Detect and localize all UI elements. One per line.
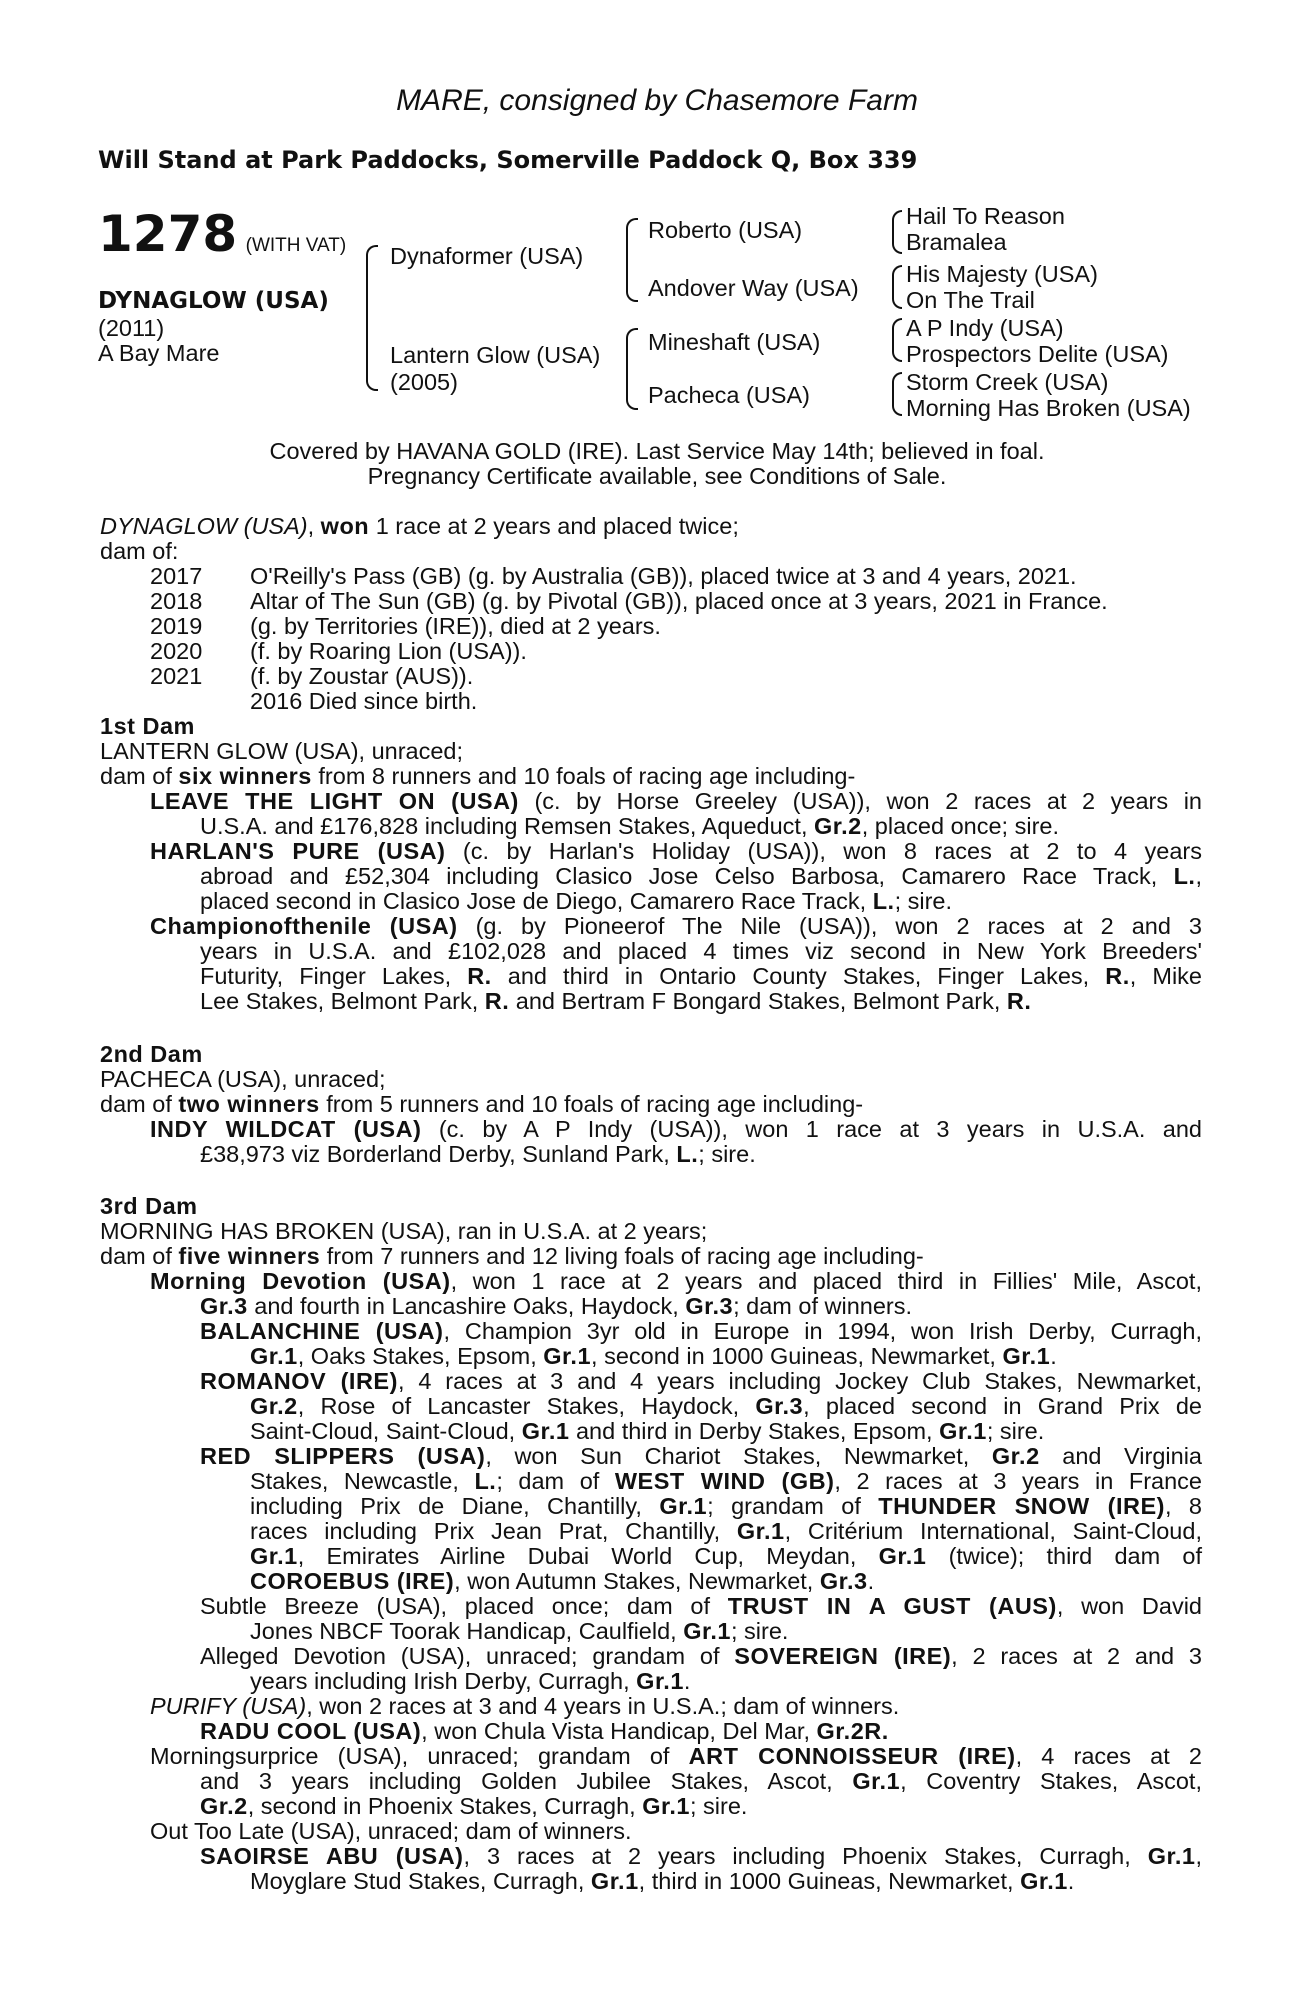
second-dam-line <box>150 1117 1202 1142</box>
text: (c. by A P Indy (USA)), won 1 race at 3 years in U.S.A. and <box>421 1116 1202 1142</box>
first-dam-intro: LANTERN GLOW (USA), unraced; <box>100 738 464 764</box>
text: and Virginia <box>1039 1443 1203 1469</box>
text: from 5 runners and 10 foals of racing age including- <box>319 1091 864 1117</box>
grade: Gr.1 <box>878 1543 927 1569</box>
text: , 8 <box>1164 1493 1202 1519</box>
pedigree-brace-sd <box>892 265 902 309</box>
third-dam-intro: MORNING HAS BROKEN (USA), ran in U.S.A. at 2 years; <box>100 1218 708 1244</box>
text: , Coventry Stakes, Ascot, <box>900 1768 1202 1794</box>
text: , won Sun Chariot Stakes, Newmarket, <box>485 1443 992 1469</box>
pedigree-sss: Hail To Reason <box>906 203 1065 229</box>
text: , Champion 3yr old in Europe in 1994, won Irish Derby, Curragh, <box>443 1318 1202 1344</box>
third-dam-line <box>250 1419 1202 1444</box>
text: Moyglare Stud Stakes, Curragh, <box>250 1868 591 1894</box>
vat-note: (WITH VAT) <box>245 235 347 256</box>
text: , second in Phoenix Stakes, Curragh, <box>247 1793 643 1819</box>
mare-sep: , <box>307 513 321 539</box>
pedigree-dsd: Prospectors Delite (USA) <box>906 341 1169 367</box>
pedigree-dss: A P Indy (USA) <box>906 315 1064 341</box>
mare-record <box>100 514 1202 539</box>
text: dam of <box>100 1243 179 1269</box>
produce-year: 2020 <box>150 638 203 664</box>
third-dam-line <box>200 1719 1202 1744</box>
grade: Gr.3 <box>685 1293 734 1319</box>
third-dam-line <box>200 1769 1202 1794</box>
page-title: MARE, consigned by Chasemore Farm <box>396 84 918 117</box>
text: , 4 races at 3 and 4 years including Jockey Club Stakes, Newmarket, <box>397 1368 1202 1394</box>
third-dam-heading: 3rd Dam <box>100 1193 198 1219</box>
produce-row <box>100 564 1202 589</box>
mare-rest: 1 race at 2 years and placed twice; <box>369 513 739 539</box>
pedigree-brace-main <box>366 245 378 391</box>
grade: Gr.1 <box>939 1418 987 1444</box>
text: placed second in Clasico Jose de Diego, Camarero Race Track, <box>200 888 873 914</box>
text: from 8 runners and 10 foals of racing age including- <box>311 763 856 789</box>
pedigree-dam-sire: Mineshaft (USA) <box>648 329 821 355</box>
text: , placed second in Grand Prix de <box>803 1393 1202 1419</box>
text: (c. by Harlan's Holiday (USA)), won 8 races at 2 to 4 years <box>445 838 1202 864</box>
grade: L. <box>676 1141 699 1167</box>
produce-row <box>100 664 1202 689</box>
horse-name: TRUST IN A GUST (AUS) <box>727 1593 1057 1619</box>
text: , Mike <box>1129 963 1202 989</box>
third-dam-line <box>150 1744 1202 1769</box>
pedigree-brace-sire <box>626 218 638 302</box>
second-dam-intro: PACHECA (USA), unraced; <box>100 1066 386 1092</box>
produce-row <box>100 689 1202 714</box>
text: , <box>1195 863 1202 889</box>
pedigree-dam: Lantern Glow (USA) <box>390 342 601 368</box>
text: ; sire. <box>894 888 953 914</box>
pedigree-sire: Dynaformer (USA) <box>390 243 584 269</box>
first-dam-line <box>200 864 1202 889</box>
second-dam-heading: 2nd Dam <box>100 1041 203 1067</box>
text: £38,973 viz Borderland Derby, Sunland Park, <box>200 1141 677 1167</box>
grade: Gr.3 <box>755 1393 804 1419</box>
text: (twice); third dam of <box>926 1543 1202 1569</box>
third-dam-line <box>250 1519 1202 1544</box>
produce-row <box>100 614 1202 639</box>
text: and fourth in Lancashire Oaks, Haydock, <box>247 1293 686 1319</box>
grade: Gr.1 <box>1020 1868 1068 1894</box>
third-dam-line: Out Too Late (USA), unraced; dam of winners. <box>150 1818 632 1844</box>
grade: Gr.1 <box>250 1543 298 1569</box>
text: , second in 1000 Guineas, Newmarket, <box>591 1343 1003 1369</box>
grade: L. <box>474 1468 497 1494</box>
grade: Gr.1 <box>642 1793 690 1819</box>
grade: Gr.2 <box>250 1393 298 1419</box>
third-dam-line <box>250 1669 1202 1694</box>
winners-count: six winners <box>178 763 312 789</box>
covered-note: Covered by HAVANA GOLD (IRE). Last Service May 14th; believed in foal. <box>269 438 1045 464</box>
produce-text: (f. by Zoustar (AUS)). <box>250 663 474 689</box>
text: , 3 races at 2 years including Phoenix Stakes, Curragh, <box>463 1843 1148 1869</box>
horse-name: ART CONNOISSEUR (IRE) <box>688 1743 1016 1769</box>
third-dam-line <box>150 1694 1202 1719</box>
text: years including Irish Derby, Curragh, <box>250 1668 637 1694</box>
third-dam-line <box>200 1444 1202 1469</box>
grade: Gr.1 <box>1002 1343 1051 1369</box>
grade: Gr.1 <box>736 1518 785 1544</box>
pedigree-brace-dam <box>626 328 638 410</box>
mare-won: won <box>320 513 370 539</box>
grade: Gr.1 <box>590 1868 639 1894</box>
horse-name: COROEBUS (IRE) <box>250 1568 455 1594</box>
grade: Gr.1 <box>659 1493 708 1519</box>
third-dam-line <box>250 1494 1202 1519</box>
text: from 7 runners and 12 living foals of racing age including- <box>320 1243 924 1269</box>
text: including Prix de Diane, Chantilly, <box>250 1493 660 1519</box>
pedigree-ssd: Bramalea <box>906 229 1007 255</box>
grade: Gr.1 <box>636 1668 684 1694</box>
grade: Gr.1 <box>1147 1843 1196 1869</box>
first-dam-line <box>200 814 1202 839</box>
grade: L. <box>872 888 895 914</box>
produce-year: 2021 <box>150 663 203 689</box>
pedigree-sire-sire: Roberto (USA) <box>648 217 803 243</box>
text: , Rose of Lancaster Stakes, Haydock, <box>297 1393 756 1419</box>
lot-number-block <box>98 205 346 263</box>
first-dam-line: years in U.S.A. and £102,028 and placed 4 times viz second in New York Breeders' <box>200 938 1202 964</box>
grade: Gr.2 <box>814 813 862 839</box>
horse-name: SAOIRSE ABU (USA) <box>200 1843 464 1869</box>
stand-location: Will Stand at Park Paddocks, Somerville Paddock Q, Box 339 <box>98 146 918 174</box>
produce-year: 2018 <box>150 588 203 614</box>
grade: Gr.2R. <box>816 1718 889 1744</box>
pedigree-dam-dam: Pacheca (USA) <box>648 382 810 408</box>
horse-description: A Bay Mare <box>98 340 220 366</box>
winners-count: two winners <box>178 1091 320 1117</box>
horse-name: ROMANOV (IRE) <box>200 1368 398 1394</box>
produce-text: 2016 Died since birth. <box>250 688 478 714</box>
grade: R. <box>1105 963 1130 989</box>
pedigree-brace-ss <box>892 210 902 254</box>
grade: Gr.1 <box>683 1618 731 1644</box>
third-dam-line <box>200 1844 1202 1869</box>
pregnancy-note: Pregnancy Certificate available, see Conditions of Sale. <box>367 463 947 489</box>
text: , won 1 race at 2 years and placed third in Fillies' Mile, Ascot, <box>450 1268 1202 1294</box>
grade: Gr.2 <box>991 1443 1040 1469</box>
text: Alleged Devotion (USA), unraced; grandam of <box>200 1643 735 1669</box>
grade: Gr.1 <box>852 1768 901 1794</box>
first-dam-line <box>150 839 1202 864</box>
pedigree-sds: His Majesty (USA) <box>906 261 1098 287</box>
produce-text: Altar of The Sun (GB) (g. by Pivotal (GB)), placed once at 3 years, 2021 in France. <box>250 588 1108 614</box>
grade: Gr.1 <box>521 1418 570 1444</box>
horse-name: DYNAGLOW (USA) <box>98 288 329 314</box>
text: ; dam of winners. <box>733 1293 913 1319</box>
third-dam-summary <box>100 1244 1202 1269</box>
text: , won David <box>1056 1593 1202 1619</box>
first-dam-summary <box>100 764 1202 789</box>
third-dam-line <box>250 1544 1202 1569</box>
text: , Emirates Airline Dubai World Cup, Meydan, <box>297 1543 879 1569</box>
text: ; dam of <box>496 1468 615 1494</box>
horse-name: SOVEREIGN (IRE) <box>734 1643 952 1669</box>
horse-name: RADU COOL (USA) <box>200 1718 422 1744</box>
text: ; sire. <box>986 1418 1045 1444</box>
produce-text: (f. by Roaring Lion (USA)). <box>250 638 527 664</box>
horse-name: INDY WILDCAT (USA) <box>150 1116 422 1142</box>
horse-year: (2011) <box>98 315 165 341</box>
grade: R. <box>1006 988 1032 1014</box>
text: and third in Derby Stakes, Epsom, <box>569 1418 940 1444</box>
text: ; sire. <box>730 1618 789 1644</box>
text: . <box>683 1668 691 1694</box>
grade: Gr.3 <box>200 1293 248 1319</box>
horse-name: THUNDER SNOW (IRE) <box>878 1493 1165 1519</box>
second-dam-line <box>200 1142 1202 1167</box>
text: Saint-Cloud, Saint-Cloud, <box>250 1418 522 1444</box>
text: , won Autumn Stakes, Newmarket, <box>454 1568 820 1594</box>
horse-name: Morning Devotion (USA) <box>150 1268 451 1294</box>
pedigree-sdd: On The Trail <box>906 287 1035 313</box>
first-dam-line <box>200 989 1202 1014</box>
horse-name: Championofthenile (USA) <box>150 913 458 939</box>
text: , Oaks Stakes, Epsom, <box>297 1343 544 1369</box>
first-dam-line <box>200 889 1202 914</box>
produce-text: O'Reilly's Pass (GB) (g. by Australia (GB)), placed twice at 3 and 4 years, 2021. <box>250 563 1077 589</box>
text: and third in Ontario County Stakes, Finger Lakes, <box>491 963 1106 989</box>
text: ; sire. <box>689 1793 748 1819</box>
grade: Gr.2 <box>200 1793 248 1819</box>
text: Morningsurprice (USA), unraced; grandam of <box>150 1743 689 1769</box>
third-dam-line <box>250 1869 1202 1894</box>
text: , 2 races at 2 and 3 <box>951 1643 1202 1669</box>
third-dam-line <box>250 1469 1202 1494</box>
text: (g. by Pioneerof The Nile (USA)), won 2 races at 2 and 3 <box>457 913 1202 939</box>
third-dam-line <box>200 1294 1202 1319</box>
produce-year: 2019 <box>150 613 203 639</box>
horse-name: WEST WIND (GB) <box>614 1468 835 1494</box>
grade: L. <box>1173 863 1196 889</box>
horse-name: HARLAN'S PURE (USA) <box>150 838 446 864</box>
lot-number: 1278 <box>98 205 238 263</box>
mare-name: DYNAGLOW (USA) <box>100 513 308 539</box>
horse-name: BALANCHINE (USA) <box>200 1318 444 1344</box>
text: , won 2 races at 3 and 4 years in U.S.A.; dam of winners. <box>306 1693 900 1719</box>
text: and Bertram F Bongard Stakes, Belmont Park, <box>509 988 1007 1014</box>
text: races including Prix Jean Prat, Chantilly, <box>250 1518 737 1544</box>
text: Jones NBCF Toorak Handicap, Caulfield, <box>250 1618 684 1644</box>
text: Futurity, Finger Lakes, <box>200 963 468 989</box>
grade: Gr.1 <box>250 1343 298 1369</box>
text: . <box>1067 1868 1075 1894</box>
text: , <box>1195 1843 1202 1869</box>
text: dam of <box>100 1091 179 1117</box>
grade: Gr.1 <box>543 1343 592 1369</box>
text: dam of <box>100 763 179 789</box>
third-dam-line <box>200 1594 1202 1619</box>
text: abroad and £52,304 including Clasico Jose Celso Barbosa, Camarero Race Track, <box>200 863 1174 889</box>
first-dam-line <box>150 914 1202 939</box>
text: , placed once; sire. <box>861 813 1059 839</box>
horse-name: LEAVE THE LIGHT ON (USA) <box>150 788 519 814</box>
pedigree-sire-dam: Andover Way (USA) <box>648 275 859 301</box>
first-dam-line <box>200 964 1202 989</box>
text: Lee Stakes, Belmont Park, <box>200 988 485 1014</box>
third-dam-line <box>250 1394 1202 1419</box>
pedigree-brace-dd <box>892 372 902 416</box>
produce-row <box>100 589 1202 614</box>
first-dam-heading: 1st Dam <box>100 713 195 739</box>
pedigree-ddd: Morning Has Broken (USA) <box>906 395 1191 421</box>
third-dam-line <box>200 1794 1202 1819</box>
grade: Gr.3 <box>819 1568 868 1594</box>
first-dam-line <box>150 789 1202 814</box>
second-dam-summary <box>100 1092 1202 1117</box>
third-dam-line <box>250 1569 1202 1594</box>
text: Stakes, Newcastle, <box>250 1468 475 1494</box>
text: , third in 1000 Guineas, Newmarket, <box>638 1868 1021 1894</box>
text: and 3 years including Golden Jubilee Stakes, Ascot, <box>200 1768 853 1794</box>
pedigree-dam-year: (2005) <box>390 369 458 395</box>
third-dam-line <box>200 1319 1202 1344</box>
produce-year: 2017 <box>150 563 203 589</box>
third-dam-line <box>200 1644 1202 1669</box>
third-dam-line <box>250 1344 1202 1369</box>
text: Subtle Breeze (USA), placed once; dam of <box>200 1593 728 1619</box>
pedigree-dds: Storm Creek (USA) <box>906 369 1109 395</box>
third-dam-line <box>200 1369 1202 1394</box>
text: , won Chula Vista Handicap, Del Mar, <box>421 1718 817 1744</box>
pedigree-brace-ds <box>892 318 902 362</box>
text: U.S.A. and £176,828 including Remsen Stakes, Aqueduct, <box>200 813 815 839</box>
text: ; sire. <box>698 1141 756 1167</box>
third-dam-line <box>150 1269 1202 1294</box>
text: . <box>867 1568 875 1594</box>
text: , 4 races at 2 <box>1015 1743 1202 1769</box>
horse-name: PURIFY (USA) <box>150 1693 307 1719</box>
text: , Critérium International, Saint-Cloud, <box>784 1518 1202 1544</box>
mare-dam-of: dam of: <box>100 538 179 564</box>
text: , 2 races at 3 years in France <box>834 1468 1202 1494</box>
produce-text: (g. by Territories (IRE)), died at 2 years. <box>250 613 661 639</box>
winners-count: five winners <box>178 1243 321 1269</box>
produce-row <box>100 639 1202 664</box>
grade: R. <box>484 988 510 1014</box>
third-dam-line <box>250 1619 1202 1644</box>
horse-name: RED SLIPPERS (USA) <box>200 1443 486 1469</box>
text: . <box>1050 1343 1057 1369</box>
text: ; grandam of <box>707 1493 879 1519</box>
text: (c. by Horse Greeley (USA)), won 2 races at 2 years in <box>518 788 1202 814</box>
grade: R. <box>467 963 492 989</box>
